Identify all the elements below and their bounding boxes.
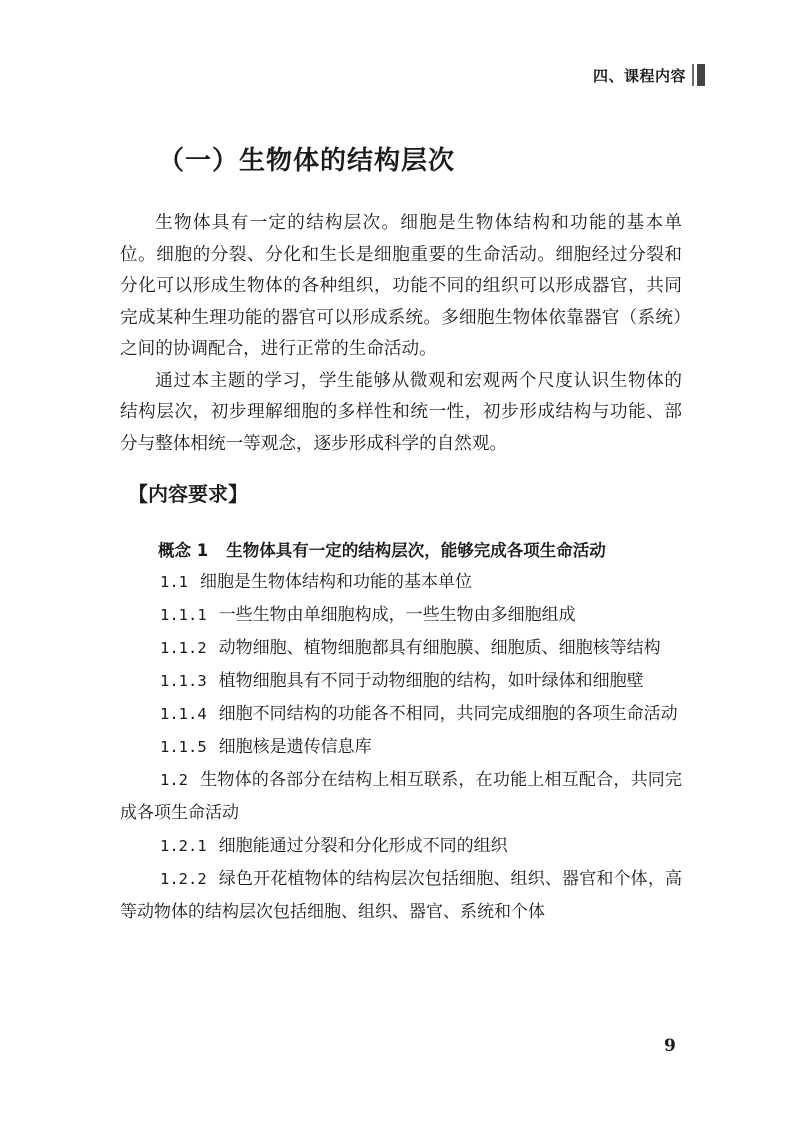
- requirement-number: 1.1.2: [160, 639, 207, 657]
- requirement-item: [120, 863, 682, 929]
- requirement-number: 1.2: [160, 771, 188, 789]
- requirement-text: 细胞核是遗传信息库: [218, 737, 372, 757]
- requirement-item: [120, 665, 682, 698]
- requirement-number: 1.2.1: [160, 837, 207, 855]
- running-head-bars-icon: [692, 64, 705, 86]
- requirement-text: 一些生物由单细胞构成，一些生物由多细胞组成: [218, 605, 576, 625]
- intro-paragraph-2: 通过本主题的学习，学生能够从微观和宏观两个尺度认识生物体的结构层次，初步理解细胞的多样性和统一性，初步形成结构与功能、部分与整体相统一等观念，逐步形成科学的自然观。: [120, 370, 682, 454]
- running-head: [593, 64, 705, 86]
- page-number: 9: [664, 1036, 676, 1056]
- requirement-number: 1.1.4: [160, 705, 207, 723]
- requirement-text: 植物细胞具有不同于动物细胞的结构，如叶绿体和细胞壁: [218, 671, 644, 691]
- requirement-text: 绿色开花植物体的结构层次包括细胞、组织、器官和个体，高等动物体的结构层次包括细胞、组织、器官、系统和个体: [120, 869, 682, 922]
- concept-label: 概念 1: [158, 541, 209, 560]
- requirement-item: [120, 731, 682, 764]
- requirement-number: 1.1.3: [160, 672, 207, 690]
- requirement-item: [120, 632, 682, 665]
- requirement-text: 细胞是生物体结构和功能的基本单位: [200, 572, 472, 592]
- requirement-item: [120, 698, 682, 731]
- concept-heading: [158, 537, 606, 561]
- requirement-number: 1.1.5: [160, 738, 207, 756]
- thin-bar: [692, 64, 694, 86]
- requirement-number: 1.1.1: [160, 606, 207, 624]
- requirement-text: 生物体的各部分在结构上相互联系，在功能上相互配合，共同完成各项生命活动: [120, 770, 682, 823]
- requirement-number: 1.1: [160, 573, 188, 591]
- thick-bar: [697, 64, 705, 86]
- requirement-text: 细胞能通过分裂和分化形成不同的组织: [218, 836, 508, 856]
- content-requirements-heading: 【内容要求】: [128, 482, 248, 506]
- intro-paragraph-1: 生物体具有一定的结构层次。细胞是生物体结构和功能的基本单位。细胞的分裂、分化和生长是细胞重要的生命活动。细胞经过分裂和分化可以形成生物体的各种组织，功能不同的组织可以形成器官，共同完成某种生理功能的器官可以形成系统。多细胞生物体依靠器官（系统）之间的协调配合，进行正常的生命活动。: [120, 213, 682, 359]
- concept-text: 生物体具有一定的结构层次，能够完成各项生命活动: [226, 541, 606, 560]
- requirements-list: [120, 566, 682, 929]
- requirement-item: [120, 764, 682, 830]
- running-head-text: 四、课程内容: [592, 66, 686, 85]
- requirement-number: 1.2.2: [160, 870, 207, 888]
- intro-body: [120, 208, 682, 460]
- requirement-item: [120, 599, 682, 632]
- requirement-item: [120, 830, 682, 863]
- requirement-text: 细胞不同结构的功能各不相同，共同完成细胞的各项生命活动: [218, 704, 678, 724]
- requirement-item: [120, 566, 682, 599]
- requirement-text: 动物细胞、植物细胞都具有细胞膜、细胞质、细胞核等结构: [218, 638, 661, 658]
- chapter-title: （一）生物体的结构层次: [158, 146, 456, 176]
